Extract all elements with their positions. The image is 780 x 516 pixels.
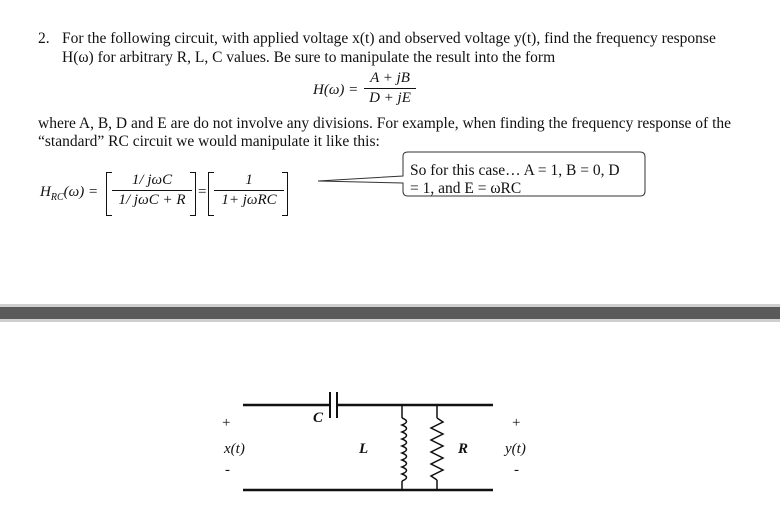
example-fraction-2-denominator: 1+ jωRC — [221, 192, 277, 208]
formula-numerator: A + jB — [370, 70, 410, 86]
resistor-label: R — [458, 441, 469, 457]
example-fraction-1-denominator: 1/ jωC + R — [118, 192, 186, 208]
problem-text-line-2: H(ω) for arbitrary R, L, C values. Be sure to manipulate the result into the form — [62, 49, 556, 66]
inductor-coil — [402, 418, 407, 481]
right-bracket-2 — [282, 172, 288, 216]
formula-fraction-bar — [364, 88, 416, 89]
problem-text-line-4: “standard” RC circuit we would manipulate it like this: — [38, 133, 380, 150]
example-equals: = — [198, 184, 207, 200]
problem-text-line-3: where A, B, D and E are do not involve any divisions. For example, when finding the frequency response of the — [38, 115, 732, 132]
example-fraction-2 — [214, 172, 284, 209]
example-fraction-2-bar — [214, 190, 284, 191]
capacitor-label: C — [313, 410, 324, 426]
right-bracket-1 — [190, 172, 196, 216]
input-label: x(t) — [224, 441, 245, 457]
formula-lhs: H(ω) = — [313, 82, 359, 98]
circuit-diagram — [0, 370, 780, 510]
input-plus: + — [222, 415, 231, 431]
example-lhs-symbol: H — [40, 184, 51, 200]
example-fraction-1-bar — [112, 190, 192, 191]
example-fraction-2-numerator: 1 — [245, 172, 253, 188]
example-lhs-arg: (ω) = — [63, 184, 99, 200]
formula-denominator: D + jE — [369, 90, 411, 106]
example-lhs — [40, 184, 98, 203]
output-plus: + — [512, 415, 521, 431]
example-fraction-1-numerator: 1/ jωC — [131, 172, 173, 188]
example-lhs-subscript: RC — [50, 192, 64, 203]
problem-number: 2. — [38, 30, 50, 47]
callout-line-2: = 1, and E = ωRC — [410, 180, 522, 197]
callout-line-1: So for this case… A = 1, B = 0, D — [410, 162, 620, 179]
output-minus: - — [514, 462, 519, 478]
input-minus: - — [225, 462, 230, 478]
resistor-zigzag — [431, 418, 443, 480]
formula-fraction — [364, 70, 416, 107]
divider-bottom-edge — [0, 319, 780, 322]
output-label: y(t) — [505, 441, 526, 457]
divider-band — [0, 307, 780, 319]
inductor-label: L — [359, 441, 369, 457]
example-fraction-1 — [112, 172, 192, 209]
problem-text-line-1: For the following circuit, with applied voltage x(t) and observed voltage y(t), find the frequency response — [62, 30, 716, 47]
